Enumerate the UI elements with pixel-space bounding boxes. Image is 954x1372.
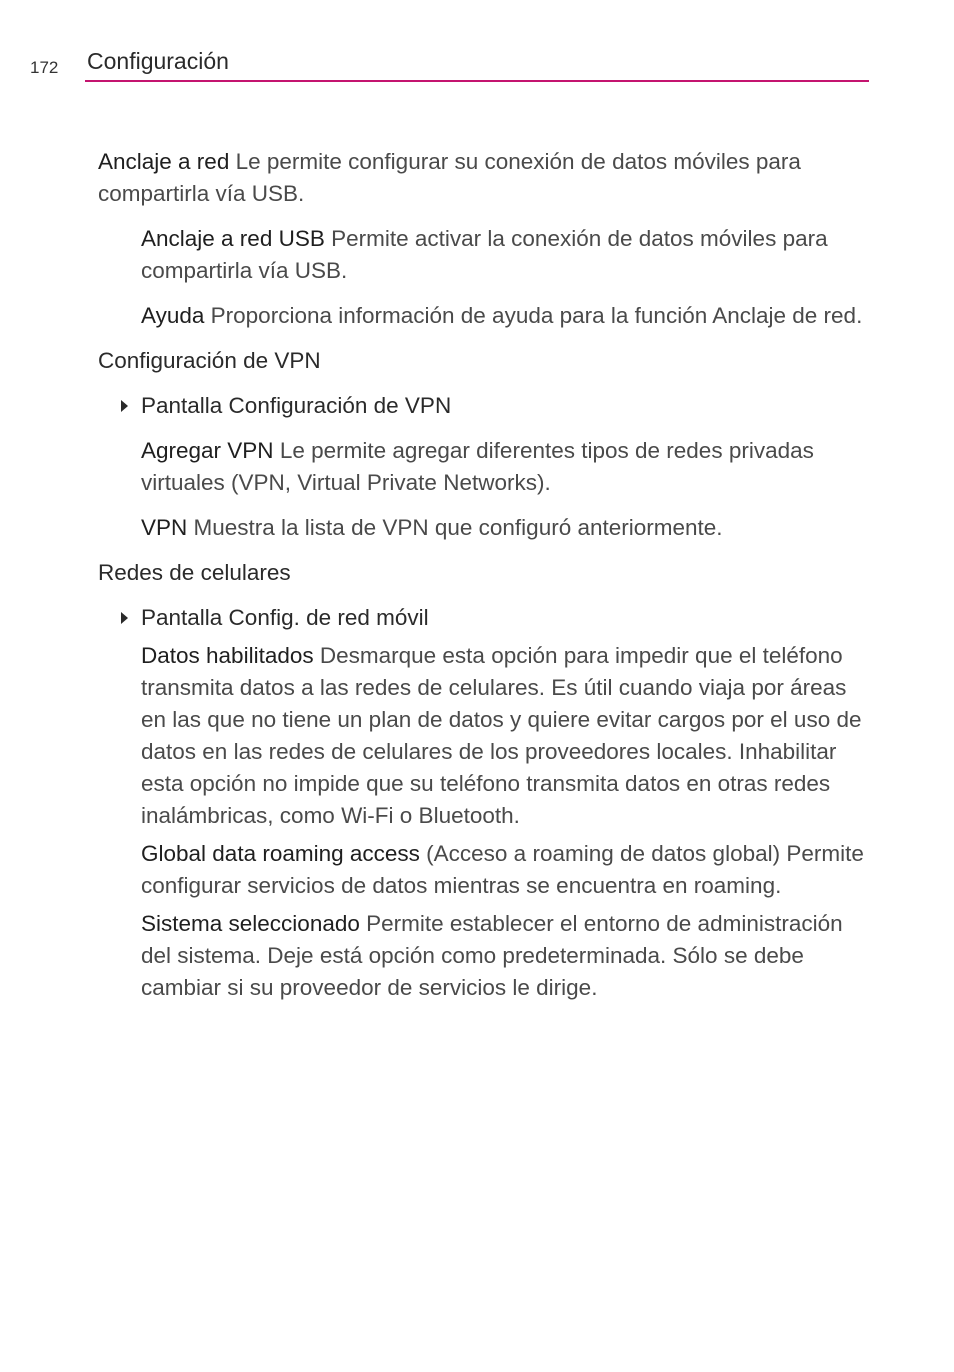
vpn-list-entry <box>141 512 868 544</box>
header-rule <box>85 80 869 82</box>
mobile-screen-label: Pantalla Config. de red móvil <box>141 605 429 630</box>
tethering-term: Anclaje a red <box>98 149 230 174</box>
help-term: Ayuda <box>141 303 205 328</box>
vpn-list-text: Muestra la lista de VPN que configuró anteriormente. <box>187 515 723 540</box>
mobile-networks-heading: Redes de celulares <box>98 560 291 585</box>
system-select-term: Sistema seleccionado <box>141 911 360 936</box>
global-roaming-term: Global data roaming access <box>141 841 420 866</box>
data-enabled-entry <box>141 640 868 832</box>
usb-tethering-text: Permite activar la conexión de datos móviles para compartirla vía USB. <box>141 226 828 283</box>
data-enabled-text: Desmarque esta opción para impedir que el teléfono transmita datos a las redes de celulares. Es útil cuando viaja por áreas en las que no tiene un plan de datos y quiere evitar cargos por el uso de datos en las redes de celulares de los proveedores locales. Inhabilitar esta opción no impide que su teléfono transmita datos en otras redes inalámbricas, como Wi-Fi o Bluetooth. <box>141 643 862 828</box>
vpn-screen-bullet <box>141 390 868 422</box>
page-number: 172 <box>30 58 59 77</box>
triangle-bullet-icon <box>121 612 128 624</box>
tethering-entry <box>98 146 868 210</box>
usb-tethering-entry <box>141 223 868 287</box>
help-entry <box>141 300 868 332</box>
add-vpn-text: Le permite agregar diferentes tipos de redes privadas virtuales (VPN, Virtual Private Networks). <box>141 438 814 495</box>
vpn-list-term: VPN <box>141 515 188 540</box>
help-text: Proporciona información de ayuda para la función Anclaje de red. <box>204 303 863 328</box>
data-enabled-term: Datos habilitados <box>141 643 314 668</box>
vpn-heading: Configuración de VPN <box>98 348 321 373</box>
global-roaming-entry <box>141 838 868 902</box>
global-roaming-text: (Acceso a roaming de datos global) Permite configurar servicios de datos mientras se encuentra en roaming. <box>141 841 864 898</box>
manual-content <box>98 146 868 1017</box>
system-select-text: Permite establecer el entorno de administración del sistema. Deje está opción como predeterminada. Sólo se debe cambiar si su proveedor de servicios le dirige. <box>141 911 843 1000</box>
usb-tethering-term: Anclaje a red USB <box>141 226 325 251</box>
vpn-screen-label: Pantalla Configuración de VPN <box>141 393 452 418</box>
add-vpn-entry <box>141 435 868 499</box>
section-title: Configuración <box>87 48 229 74</box>
system-select-entry <box>141 908 868 1004</box>
mobile-screen-bullet <box>141 602 868 634</box>
tethering-text: Le permite configurar su conexión de datos móviles para compartirla vía USB. <box>98 149 801 206</box>
triangle-bullet-icon <box>121 400 128 412</box>
add-vpn-term: Agregar VPN <box>141 438 274 463</box>
